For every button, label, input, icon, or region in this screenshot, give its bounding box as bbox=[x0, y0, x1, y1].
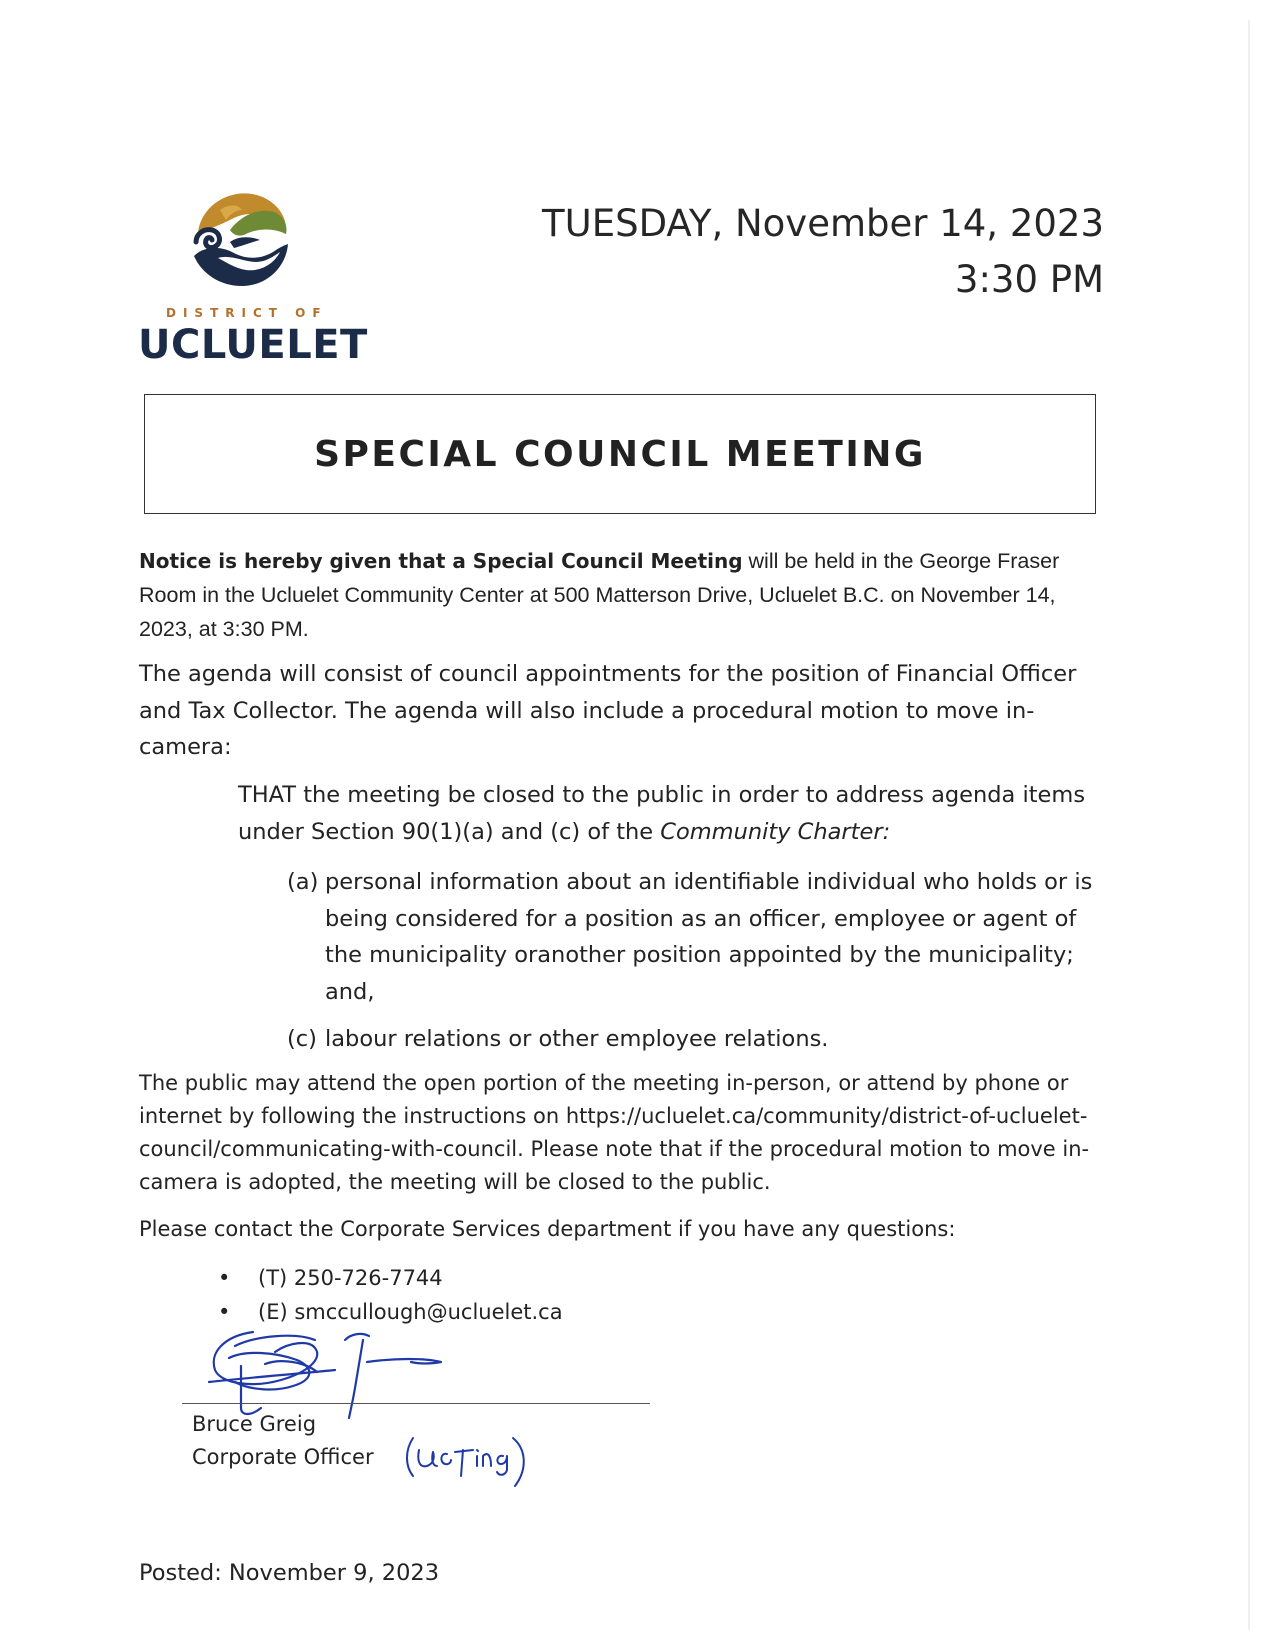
agenda-paragraph: The agenda will consist of council appointments for the position of Financial Officer and Tax Collector. The agenda will also include a procedural motion to move in-camera: bbox=[139, 661, 1077, 760]
signer-name: Bruce Greig bbox=[192, 1412, 317, 1436]
ucluelet-emblem-icon bbox=[190, 190, 290, 290]
notice-rest: will be held in the George Fraser Room in the Ucluelet Community Center at 500 Matterson Drive, Ucluelet B.C. on November 14, 2023, at 3:30 PM. bbox=[139, 549, 1060, 641]
district-logo bbox=[138, 190, 368, 370]
item-text: personal information about an identifiable individual who holds or is being considered for a position as an officer, employee or agent of the municipality oranother position appointed by the municipality; and, bbox=[325, 869, 1093, 1005]
bullet: • bbox=[218, 1266, 231, 1290]
contact-email-text: (E) smccullough@ucluelet.ca bbox=[258, 1300, 563, 1324]
motion-text: THAT the meeting be closed to the public in order to address agenda items under Section 90(1)(a) and (c) of the bbox=[238, 782, 1086, 845]
meeting-time: 3:30 PM bbox=[954, 258, 1104, 301]
item-label: (a) bbox=[287, 869, 319, 895]
posted-date: Posted: November 9, 2023 bbox=[139, 1560, 440, 1586]
signature-line bbox=[182, 1403, 650, 1404]
page-title: SPECIAL COUNCIL MEETING bbox=[314, 433, 926, 475]
notice-paragraph bbox=[139, 544, 1109, 646]
page-edge bbox=[1248, 20, 1250, 1630]
item-text: labour relations or other employee relations. bbox=[325, 1026, 829, 1052]
title-box bbox=[144, 394, 1096, 514]
item-label: (c) bbox=[287, 1026, 317, 1052]
motion-italic: Community Charter: bbox=[660, 818, 891, 845]
logo-district-of: DISTRICT OF bbox=[166, 306, 328, 320]
list-item bbox=[287, 1021, 1097, 1058]
public-paragraph: The public may attend the open portion of the meeting in-person, or attend by phone or internet by following the instructions on https://ucluelet.ca/community/district-of-ucluelet-council/communicating-with-council. Please note that if the procedural motion to move in-camera is adopted, the meeting will be closed to the public. bbox=[139, 1071, 1090, 1194]
notice-lead: Notice is hereby given that a Special Council Meeting bbox=[139, 549, 743, 573]
contact-phone-text: (T) 250-726-7744 bbox=[258, 1266, 443, 1290]
bullet: • bbox=[218, 1300, 231, 1324]
meeting-date: TUESDAY, November 14, 2023 bbox=[542, 202, 1104, 245]
logo-name: UCLUELET bbox=[138, 322, 368, 368]
meeting-datetime bbox=[542, 196, 1104, 308]
motion-paragraph bbox=[238, 777, 1088, 850]
contact-phone bbox=[218, 1261, 563, 1295]
handwritten-acting-note bbox=[403, 1430, 533, 1500]
contact-intro: Please contact the Corporate Services department if you have any questions: bbox=[139, 1217, 956, 1241]
signer-title: Corporate Officer bbox=[192, 1445, 374, 1469]
list-item bbox=[287, 864, 1097, 1010]
